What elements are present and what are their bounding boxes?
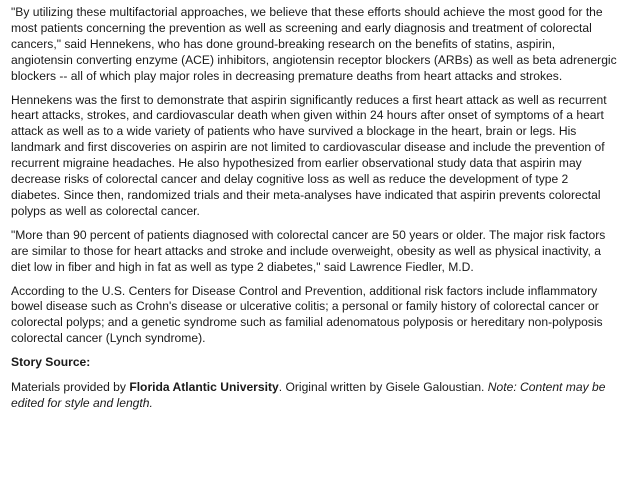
paragraph-cdc-risk-factors: According to the U.S. Centers for Disease Control and Prevention, additional risk factors include inflammatory bowel disease such as Crohn's disease or ulcerative colitis; a personal or family history of colorectal cancer or colorectal polyps; and a genetic syndrome such as familial adenomatous polyposis or hereditary non-polyposis colorectal cancer (Lynch syndrome).	[11, 283, 603, 346]
source-prefix: Materials provided by	[11, 380, 130, 395]
source-institution: Florida Atlantic University	[129, 380, 279, 395]
story-source-heading: Story Source:	[11, 355, 91, 370]
story-source-text	[11, 380, 619, 412]
source-author: . Original written by Gisele Galoustian.	[278, 380, 488, 395]
paragraph-aspirin-research: Hennekens was the first to demonstrate that aspirin significantly reduces a first heart attack as well as recurrent heart attacks, strokes, and cardiovascular death when given within 24 hours after onset of symptoms of a heart attack as well as to a wide variety of patients who have survived a blockage in the heart, brain or legs. His landmark and first discoveries on aspirin are not limited to cardiovascular disease and include the prevention of recurrent migraine headaches. He also hypothesized from earlier observational study data that aspirin may decrease risks of colorectal cancer and delay cognitive loss as well as reduce the development of type 2 diabetes. Since then, randomized trials and their meta-analyses have indicated that aspirin prevents colorectal polyps as well as colorectal cancer.	[11, 92, 607, 218]
article-body	[11, 5, 619, 420]
paragraph-hennekens-quote: "By utilizing these multifactorial approaches, we believe that these efforts should achieve the most good for the most patients concerning the prevention as well as screening and early diagnosis and treatment of colorectal cancers," said Hennekens, who has done ground-breaking research on the benefits of statins, aspirin, angiotensin converting enzyme (ACE) inhibitors, angiotensin receptor blockers (ARBs) as well as beta adrenergic blockers -- all of which play major roles in decreasing premature deaths from heart attacks and strokes.	[11, 5, 617, 83]
source-note: Note: Content may be edited for style and length.	[11, 380, 606, 410]
paragraph-fiedler-quote: "More than 90 percent of patients diagnosed with colorectal cancer are 50 years or older. The major risk factors are similar to those for heart attacks and stroke and include overweight, obesity as well as physical inactivity, a diet low in fiber and high in fat as well as type 2 diabetes," said Lawrence Fiedler, M.D.	[11, 227, 606, 274]
